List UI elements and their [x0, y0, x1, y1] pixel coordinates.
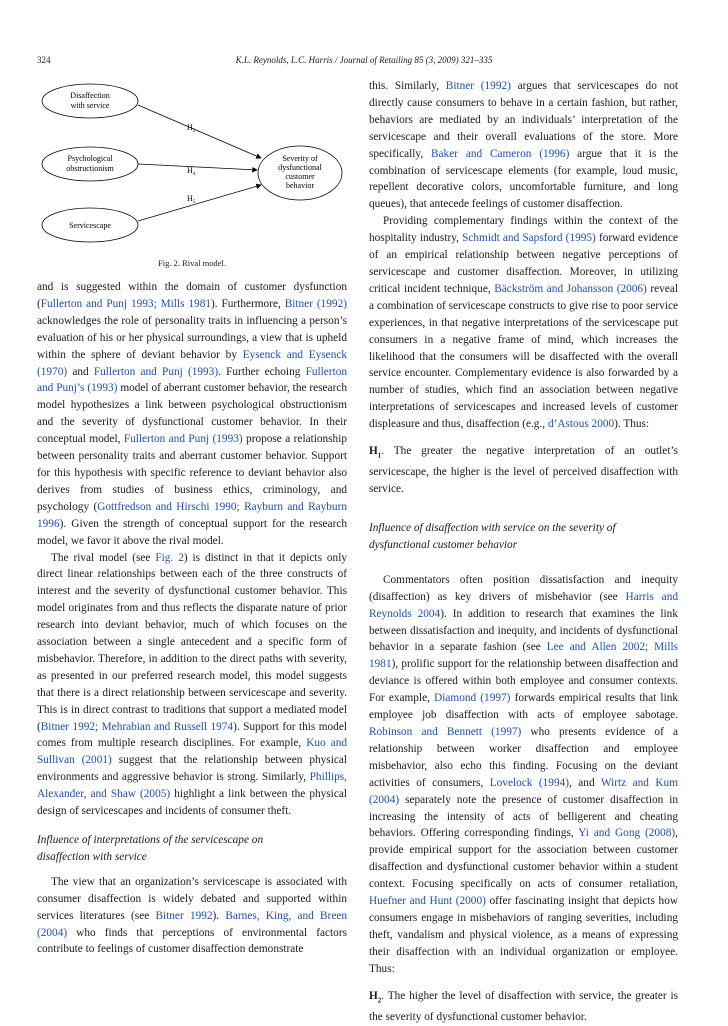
text-run: argues that servicescapes do not directly cause consumers to behave in a certain fashion, but rather, behaviors are mediated by an individuals’ interpretation of the servicescape and their overall evaluations of the store. More specifically, — [369, 80, 679, 160]
right-column — [369, 78, 678, 1026]
right-paragraph-1 — [369, 78, 678, 213]
arrow-h5 — [138, 185, 261, 221]
node-disaffection-label-2: with service — [70, 101, 110, 110]
citation-link[interactable]: Baker and Cameron (1996) — [431, 147, 570, 160]
citation-link[interactable]: Bitner (1992) — [445, 80, 511, 92]
page-number: 324 — [37, 55, 51, 65]
citation-link[interactable]: Huefner and Hunt (2000) — [369, 895, 486, 908]
node-severity-label-2: dysfunctional — [278, 163, 322, 172]
text-run: The view that an organization’s servicescape is associated with consumer disaffection is widely debated and supported within services literatures (see — [37, 875, 347, 922]
text-run: who presents evidence of a relationship between worker disaffection and employee misbehavior, also echo this finding. Focusing on the deviant activities of consumers, — [369, 725, 678, 789]
left-column — [37, 78, 347, 958]
text-run: ). Given the strength of conceptual support for the research model, we favor it above the rival model. — [37, 517, 347, 547]
text-run: ) is distinct in that it depicts only direct linear relationships between each of the three constructs of interest and the severity of dysfunctional customer behavior. This model originates from and thus reflects the disparate nature of prior research into deviant behavior, much of which focuses on the association between a single antecedent and a specific form of misbehavior. Therefore, in addition to the direct paths with severity, as presented in our preferred research model, this model suggests that there is a direct relationship between servicescape and severity. This is in direct contrast to traditions that support a mediated model ( — [37, 551, 347, 733]
hypothesis-h1-label — [369, 445, 382, 460]
arrow-h4 — [138, 164, 257, 170]
node-severity-label-4: behavior — [286, 181, 314, 190]
node-servicescape-label: Servicescape — [69, 221, 111, 230]
citation-link[interactable]: Kuo and Sullivan (2001) — [37, 737, 347, 767]
text-run: ), prolific support for the relationship between disaffection and deviance is offered within both employee and consumer contexts. For example, — [369, 658, 678, 705]
text-run: The rival model (see — [51, 551, 156, 564]
text-run: forward evidence of an empirical relationship between negative perceptions of servicescape and customer disaffection. Moreover, in utilizing critical incident technique, — [369, 232, 678, 295]
left-section-heading-line-2: disaffection with service — [37, 850, 147, 863]
hypothesis-h1-text: . The greater the negative interpretation of an outlet’s servicescape, the higher is the level of perceived disaffection with service. — [369, 445, 678, 496]
citation-link[interactable]: Bitner 1992; Mehrabian and Russell 1974 — [40, 720, 234, 733]
citation-link[interactable]: Diamond (1997) — [434, 692, 511, 705]
text-run: and — [67, 365, 94, 378]
citation-link[interactable]: Bäckström and Johansson (2006) — [494, 282, 647, 295]
text-run: , provide empirical support for the association between customer disaffection and dysfunctional customer behavior within a student context. Focusing specifically on acts of consumer retaliation, — [369, 827, 678, 891]
text-run: ). Support for this model comes from multiple research disciplines. For example, — [37, 720, 347, 750]
node-severity-label-3: customer — [285, 172, 315, 181]
node-disaffection-label-1: Disaffection — [70, 91, 110, 100]
citation-link[interactable]: Bitner 1992 — [155, 909, 213, 922]
citation-link[interactable]: Wirtz and Kum (2004) — [369, 776, 678, 806]
label-h5: $H_5$ — [187, 194, 196, 205]
text-run: who finds that perceptions of environmental factors contribute to feelings of customer disaffection demonstrate — [37, 926, 347, 956]
hypothesis-h2 — [369, 988, 678, 1026]
text-run: this. Similarly, — [369, 80, 446, 92]
text-run: propose a relationship between personality traits and aberrant customer behavior. Support for this hypothesis with specific reference to deviant behavior also derives from studies of business ethics, criminology, and psychology ( — [37, 433, 347, 513]
figure-rival-model — [37, 78, 347, 268]
hypothesis-h1 — [369, 443, 678, 498]
text-run: Commentators often position dissatisfaction and inequity (disaffection) as key drivers of misbehavior (see — [369, 573, 678, 603]
left-section-heading-line-1: Influence of interpretations of the servicescape on — [37, 834, 264, 846]
citation-link[interactable]: Robinson and Bennett (1997) — [369, 725, 522, 738]
text-run: offer fascinating insight that depicts how consumers engage in misbehaviors of ranging severities, including theft, vandalism and physical violence, as a means of expressing their disaffection with an individual organization or employee. Thus: — [369, 895, 678, 975]
node-psych-label-1: Psychological — [67, 154, 113, 163]
text-run: forwards empirical results that link employee job disaffection with acts of employee sabotage. — [369, 692, 678, 722]
left-paragraph-3 — [37, 874, 347, 959]
text-run: ). — [212, 909, 226, 922]
text-run: ). Furthermore, — [211, 297, 285, 310]
citation-link[interactable]: Lovelock (1994) — [489, 776, 569, 789]
right-section-heading-line-1: Influence of disaffection with service on the severity of — [369, 522, 616, 534]
text-run: Providing complementary findings within the context of the hospitality industry, — [369, 215, 678, 245]
hypothesis-h2-label — [369, 990, 381, 1002]
citation-link[interactable]: Fig. 2 — [155, 551, 184, 564]
h1-sub: 1 — [377, 451, 382, 460]
text-run: , and — [569, 776, 601, 789]
h1-letter: H — [369, 445, 378, 458]
text-run: reveal a combination of servicescape constructs to give rise to poor service experiences, in that negative interpretations of the servicescape put consumers in a negative frame of mind, which increases the likelihood that the consumers will be disaffected with the overall service encounter. Complementary evidence is also forwarded by a number of studies, which find an association between negative interpretations of servicescapes and increased levels of customer displeasure and thus, disaffection (e.g., — [369, 282, 679, 431]
left-paragraph-1 — [37, 279, 347, 550]
right-paragraph-3 — [369, 572, 678, 978]
citation-link[interactable]: Fullerton and Punj (1993) — [123, 433, 243, 446]
right-section-heading-line-2: dysfunctional customer behavior — [369, 538, 518, 551]
text-run: acknowledges the role of personality traits in influencing a person’s evaluation of his or her physical surroundings, a view that is upheld within the sphere of deviant behavior by — [37, 314, 347, 361]
rival-model-diagram — [37, 78, 347, 258]
label-h4: $H_4$ — [187, 166, 196, 177]
hypothesis-h2-text: . The higher the level of disaffection with service, the greater is the severity of dysfunctional customer behavior. — [369, 989, 678, 1023]
text-run: highlight a link between the physical design of servicescapes and incidents of consumer theft. — [37, 788, 347, 818]
citation-link[interactable]: Eysenck and Eysenck (1970) — [37, 348, 347, 378]
right-section-heading — [369, 520, 678, 554]
running-header: K.L. Reynolds, L.C. Harris / Journal of Retailing 85 (3, 2009) 321–335 — [235, 55, 493, 65]
citation-link[interactable]: Fullerton and Punj (1993) — [93, 365, 219, 378]
citation-link[interactable]: Fullerton and Punj’s (1993) — [37, 365, 347, 395]
figure-caption: Fig. 2. Rival model. — [158, 258, 226, 268]
citation-link[interactable]: Gottfredson and Hirschi 1990; Rayburn and Rayburn 1996 — [37, 500, 347, 530]
citation-link[interactable]: Schmidt and Sapsford (1995) — [462, 232, 596, 245]
h2-letter: H — [369, 989, 378, 1002]
citation-link[interactable]: Fullerton and Punj 1993; Mills 1981 — [40, 297, 211, 310]
h2-sub: 2 — [377, 995, 382, 1004]
text-run: . Further echoing — [218, 365, 306, 378]
left-section-heading — [37, 832, 347, 866]
text-run: model of aberrant customer behavior, the research model hypothesizes a link between psychological obstructionism and the severity of dysfunctional customer behavior. In their conceptual model, — [37, 382, 347, 446]
citation-link[interactable]: d’Astous 2000 — [547, 418, 615, 431]
text-run: ). Thus: — [614, 418, 650, 431]
node-severity-label-1: Severity of — [282, 154, 318, 163]
citation-link[interactable]: Bitner (1992) — [284, 297, 347, 310]
citation-link[interactable]: Harris and Reynolds 2004 — [369, 590, 678, 620]
text-run: suggest that the relationship between physical environments and aggressive behavior is strong. Similarly, — [37, 754, 347, 784]
citation-link[interactable]: Phillips, Alexander, and Shaw (2005) — [37, 771, 347, 801]
citation-link[interactable]: Barnes, King, and Breen (2004) — [37, 909, 347, 939]
node-psych-label-2: obstructionism — [66, 164, 114, 173]
left-paragraph-2 — [37, 550, 347, 821]
text-run: argue that it is the combination of servicescape elements (for example, loud music, repellent decorative colors, uncomfortable furniture, and long queues), that antecede feelings of customer disaffection. — [369, 147, 678, 211]
text-run: ). In addition to research that examines the link between dissatisfaction and inequity, and incidents of dysfunctional behavior in a separate fashion (see — [369, 607, 678, 654]
citation-link[interactable]: Lee and Allen 2002; Mills 1981 — [369, 641, 678, 671]
arrow-h2 — [138, 105, 261, 158]
right-paragraph-2 — [369, 213, 678, 433]
text-run: separately note the presence of customer disaffection in increasing the intensity of acts of belligerent and cheating behaviors. Offering corresponding findings, — [369, 793, 678, 840]
label-h2: $H_2$ — [187, 123, 196, 134]
citation-link[interactable]: Yi and Gong (2008) — [578, 827, 676, 840]
text-run: and is suggested within the domain of customer dysfunction ( — [37, 281, 347, 310]
